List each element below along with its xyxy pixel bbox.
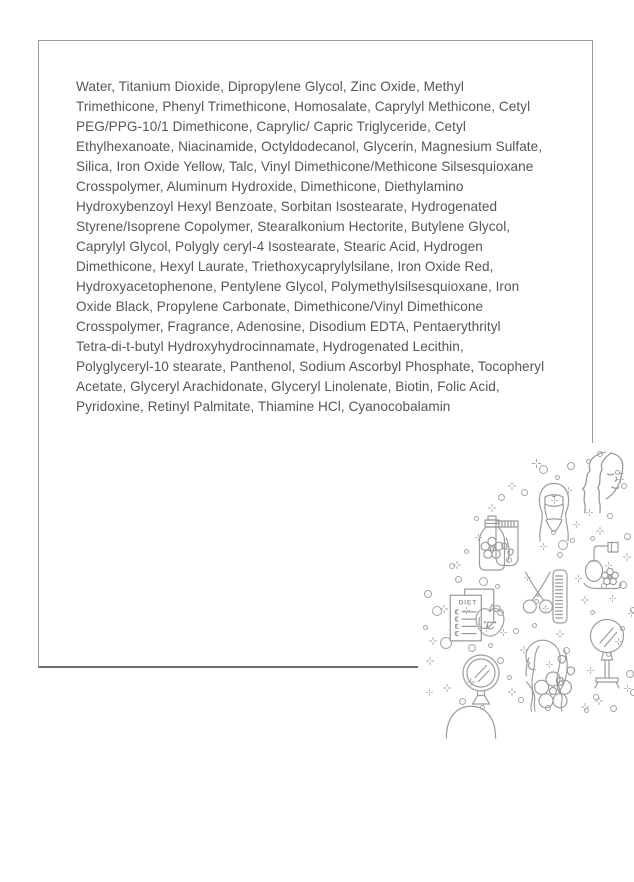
ingredients-line: Pyridoxine, Retinyl Palmitate, Thiamine HCl, Cyanocobalamin xyxy=(76,397,572,417)
ingredients-line: Tetra-di-t-butyl Hydroxyhydrocinnamate, Hydrogenated Lecithin, xyxy=(76,337,572,357)
ingredients-line: Caprylyl Glycol, Polygly ceryl-4 Isostearate, Stearic Acid, Hydrogen xyxy=(76,237,572,257)
ingredients-line: Hydroxyacetophenone, Pentylene Glycol, Polymethylsilsesquioxane, Iron xyxy=(76,277,572,297)
ingredients-line: Acetate, Glyceryl Arachidonate, Glyceryl Linolenate, Biotin, Folic Acid, xyxy=(76,377,572,397)
ingredients-line: Polyglyceryl-10 stearate, Panthenol, Sodium Ascorbyl Phosphate, Tocopheryl xyxy=(76,357,572,377)
ingredients-line: Ethylhexanoate, Niacinamide, Octyldodecanol, Glycerin, Magnesium Sulfate, xyxy=(76,137,572,157)
ingredients-line: Water, Titanium Dioxide, Dipropylene Glycol, Zinc Oxide, Methyl xyxy=(76,77,572,97)
ingredients-line: Trimethicone, Phenyl Trimethicone, Homosalate, Caprylyl Methicone, Cetyl xyxy=(76,97,572,117)
ingredients-line: Crosspolymer, Fragrance, Adenosine, Disodium EDTA, Pentaerythrityl xyxy=(76,317,572,337)
ingredients-line: Crosspolymer, Aluminum Hydroxide, Dimethicone, Diethylamino xyxy=(76,177,572,197)
ingredients-line: Hydroxybenzoyl Hexyl Benzoate, Sorbitan Isostearate, Hydrogenated xyxy=(76,197,572,217)
ingredients-line: Oxide Black, Propylene Carbonate, Dimethicone/Vinyl Dimethicone xyxy=(76,297,572,317)
ingredients-line: Dimethicone, Hexyl Laurate, Triethoxycaprylylsilane, Iron Oxide Red, xyxy=(76,257,572,277)
ingredients-line: PEG/PPG-10/1 Dimethicone, Caprylic/ Capric Triglyceride, Cetyl xyxy=(76,117,572,137)
ingredients-line: Silica, Iron Oxide Yellow, Talc, Vinyl Dimethicone/Methicone Silsesquioxane xyxy=(76,157,572,177)
ingredients-line: Styrene/Isoprene Copolymer, Stearalkonium Hectorite, Butylene Glycol, xyxy=(76,217,572,237)
ingredients-text xyxy=(76,77,572,417)
